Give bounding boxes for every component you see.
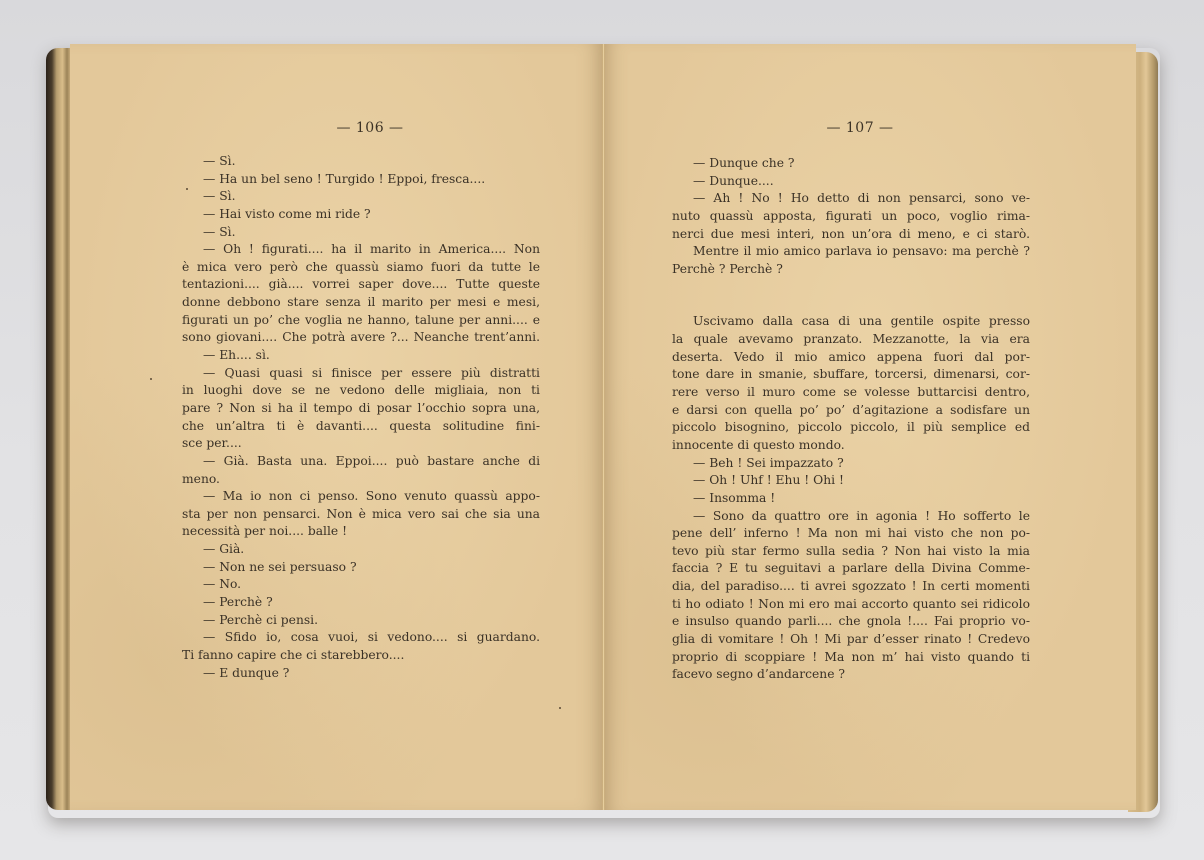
text-line: ti ho odiato ! Non mi ero mai accorto quanto sei ridicolo bbox=[672, 596, 1030, 611]
text-line: in luoghi dove se ne vedono delle migliaia, non ti bbox=[182, 383, 540, 398]
text-line: — Hai visto come mi ride ? bbox=[203, 206, 371, 221]
text-line: — No. bbox=[203, 577, 242, 592]
text-line: rere verso il muro come se volesse buttarcisi dentro, bbox=[672, 385, 1030, 400]
text-line: meno. bbox=[182, 471, 220, 486]
text-line: — Dunque.... bbox=[693, 173, 774, 188]
book-gutter bbox=[602, 44, 605, 810]
text-line: Mentre il mio amico parlava io pensavo: ma perchè ? bbox=[693, 244, 1030, 259]
text-line: glia di vomitare ! Oh ! Mi par d’esser rinato ! Credevo bbox=[672, 632, 1030, 647]
text-line: — Eh.... sì. bbox=[203, 348, 270, 363]
text-line: pene dell’ inferno ! Ma non mi hai visto che non po- bbox=[672, 526, 1030, 541]
text-line: — Ma io non ci penso. Sono venuto quassù appo- bbox=[203, 489, 540, 504]
text-line: Uscivamo dalla casa di una gentile ospite presso bbox=[693, 314, 1030, 329]
text-line: faccia ? E tu seguitavi a parlare della Divina Comme- bbox=[672, 561, 1030, 576]
text-line: — Beh ! Sei impazzato ? bbox=[693, 455, 844, 470]
text-line: — Sfido io, cosa vuoi, si vedono.... si guardano. bbox=[203, 630, 540, 645]
text-line: innocente di questo mondo. bbox=[672, 437, 845, 452]
text-line: sce per.... bbox=[182, 436, 242, 451]
text-line: — Sì. bbox=[203, 224, 236, 239]
text-line: piccolo bisognino, piccolo piccolo, il più semplice ed bbox=[672, 420, 1030, 435]
text-line: tentazioni.... già.... vorrei saper dove.... Tutte queste bbox=[182, 277, 540, 292]
text-line: — Insomma ! bbox=[693, 490, 776, 505]
text-line: Perchè ? Perchè ? bbox=[672, 261, 783, 276]
text-line: e darsi con quella po’ po’ d’agitazione a sodisfare un bbox=[672, 402, 1030, 417]
right-page-number: — 107 — bbox=[826, 120, 894, 136]
text-line: nerci due mesi interi, non un’ora di meno, e ci starò. bbox=[672, 226, 1030, 241]
text-line: e insulso quando parli.... che gnola !.... Fai proprio vo- bbox=[672, 614, 1030, 629]
left-page-text bbox=[182, 153, 540, 682]
paper-speck bbox=[150, 378, 152, 380]
text-line: donne debbono stare senza il marito per mesi e mesi, bbox=[182, 295, 540, 310]
text-line: sono giovani.... Che potrà avere ?... Neanche trent’anni. bbox=[182, 330, 540, 345]
text-line: — Già. bbox=[203, 542, 245, 557]
text-line: — Ha un bel seno ! Turgido ! Eppoi, fresca.... bbox=[203, 171, 486, 186]
text-line: proprio di scoppiare ! Ma non m’ hai visto quando ti bbox=[672, 649, 1030, 664]
text-line: facevo segno d’andarcene ? bbox=[672, 667, 845, 682]
text-line: è mica vero però che quassù siamo fuori da tutte le bbox=[182, 259, 540, 274]
text-line: — Sì. bbox=[203, 189, 236, 204]
text-line: — Ah ! No ! Ho detto di non pensarci, sono ve- bbox=[693, 191, 1030, 206]
text-line: pare ? Non si ha il tempo di posar l’occhio sopra una, bbox=[182, 400, 540, 415]
text-line: tevo più star fermo sulla sedia ? Non hai visto la mia bbox=[672, 543, 1030, 558]
text-line: — Perchè ? bbox=[203, 595, 273, 610]
paper-speck bbox=[186, 188, 188, 190]
text-line: — Oh ! Uhf ! Ehu ! Ohi ! bbox=[693, 473, 844, 488]
text-line: — Sono da quattro ore in agonia ! Ho sofferto le bbox=[693, 508, 1030, 523]
text-line: Ti fanno capire che ci starebbero.... bbox=[182, 647, 405, 662]
text-line: dia, del paradiso.... ti avrei sgozzato ! In certi momenti bbox=[672, 579, 1030, 594]
left-page-number: — 106 — bbox=[336, 120, 404, 136]
text-line: — Non ne sei persuaso ? bbox=[203, 559, 357, 574]
text-line: necessità per noi.... balle ! bbox=[182, 524, 348, 539]
text-line: — E dunque ? bbox=[203, 665, 290, 680]
text-line: figurati un po’ che voglia ne hanno, talune per anni.... e bbox=[182, 312, 540, 327]
text-line: la quale avevamo pranzato. Mezzanotte, la via era bbox=[672, 332, 1030, 347]
right-page-text bbox=[672, 155, 1030, 684]
text-line: — Quasi quasi si finisce per essere più distratti bbox=[203, 365, 540, 380]
text-line: nuto quassù apposta, figurati un poco, voglio rima- bbox=[672, 208, 1030, 223]
text-line: — Sì. bbox=[203, 154, 236, 168]
paper-speck bbox=[559, 707, 561, 709]
text-line: sta per non pensarci. Non è mica vero sai che sia una bbox=[182, 506, 540, 521]
text-line: che un’altra ti è davanti.... questa solitudine fini- bbox=[182, 418, 540, 433]
text-line: — Oh ! figurati.... ha il marito in America.... Non bbox=[203, 242, 540, 257]
section-break bbox=[672, 278, 1030, 313]
text-line: — Già. Basta una. Eppoi.... può bastare anche di bbox=[203, 453, 540, 468]
text-line: deserta. Vedo il mio amico appena fuori dal por- bbox=[672, 349, 1030, 364]
text-line: tone dare in smanie, sbuffare, torcersi, dimenarsi, cor- bbox=[672, 367, 1030, 382]
text-line: — Perchè ci pensi. bbox=[203, 612, 319, 627]
text-line: — Dunque che ? bbox=[693, 156, 795, 170]
